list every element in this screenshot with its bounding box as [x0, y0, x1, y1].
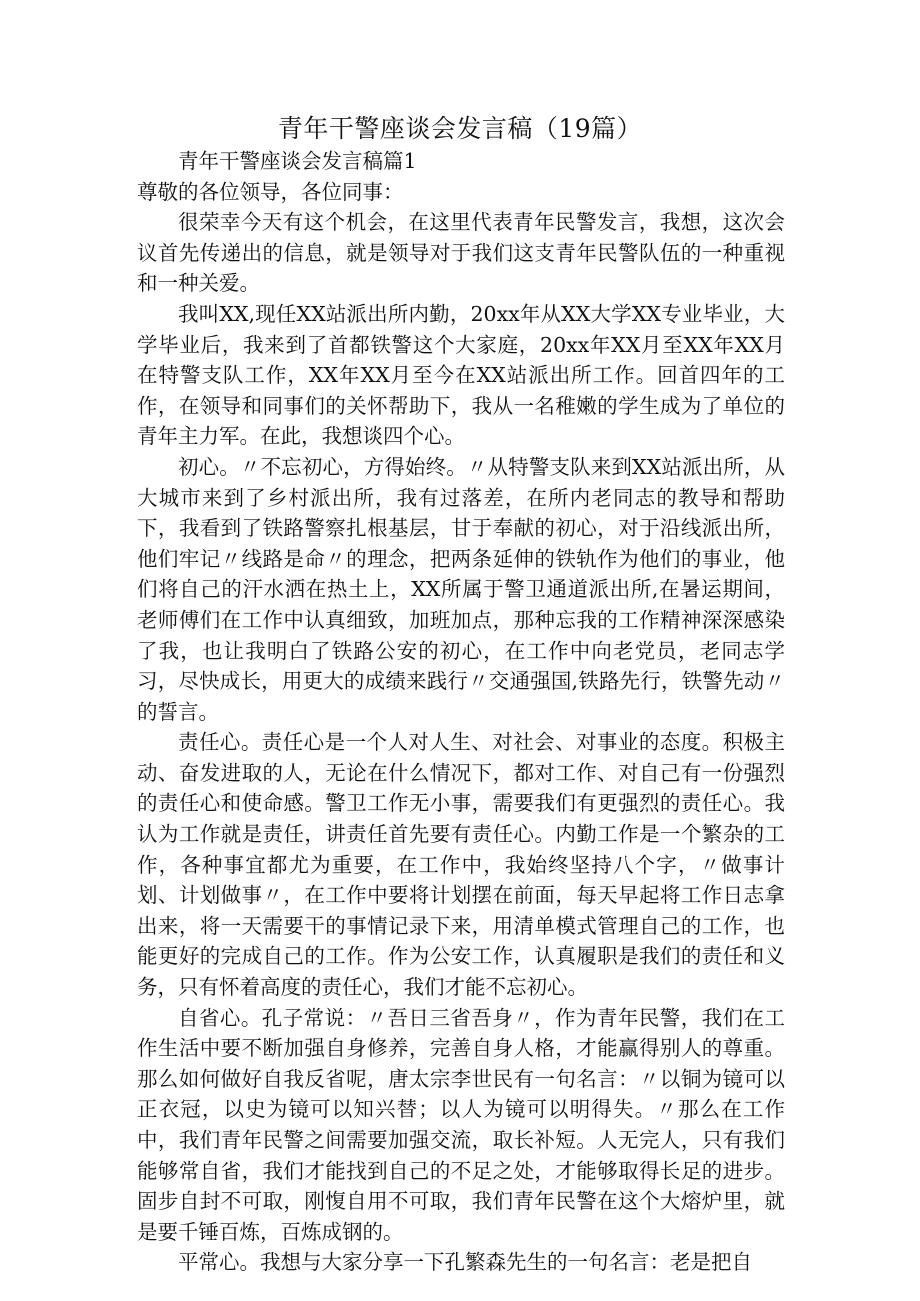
paragraph-self-reflection: 自省心。孔子常说：〃吾日三省吾身〃，作为青年民警，我们在工作生活中要不断加强自身修养，完善自身人格，才能赢得别人的尊重。那么如何做好自我反省呢，唐太宗李世民有一句名言：〃以铜为镜可以正衣冠，以史为镜可以知兴替；以人为镜可以明得失。〃那么在工作中，我们青年民警之间需要加强交流，取长补短。人无完人，只有我们能够常自省，我们才能找到自己的不足之处，才能够取得长足的进步。固步自封不可取，刚愎自用不可取，我们青年民警在这个大熔炉里，就是要千锤百炼，百炼成钢的。	[137, 1005, 785, 1244]
paragraph-responsibility: 责任心。责任心是一个人对人生、对社会、对事业的态度。积极主动、奋发进取的人，无论在什么情况下，都对工作、对自己有一份强烈的责任心和使命感。警卫工作无小事，需要我们有更强烈的责任心。我认为工作就是责任，讲责任首先要有责任心。内勤工作是一个繁杂的工作，各种事宜都尤为重要，在工作中，我始终坚持八个字，〃做事计划、计划做事〃，在工作中要将计划摆在前面，每天早起将工作日志拿出来，将一天需要干的事情记录下来，用清单模式管理自己的工作，也能更好的完成自己的工作。作为公安工作，认真履职是我们的责任和义务，只有怀着高度的责任心，我们才能不忘初心。	[137, 730, 785, 1000]
salutation: 尊敬的各位领导，各位同事：	[137, 179, 404, 204]
paragraph-introduction: 我叫XX,现任XX站派出所内勤，20xx年从XX大学XX专业毕业，大学毕业后，我来到了首都铁警这个大家庭，20xx年XX月至XX年XX月在特警支队工作，XX年XX月至今在XX站派出所工作。回首四年的工作，在领导和同事们的关怀帮助下，我从一名稚嫩的学生成为了单位的青年主力军。在此，我想谈四个心。	[137, 301, 785, 449]
document-body	[137, 146, 785, 1278]
paragraph-opening: 很荣幸今天有这个机会，在这里代表青年民警发言，我想，这次会议首先传递出的信息，就是领导对于我们这支青年民警队伍的一种重视和一种关爱。	[137, 210, 785, 296]
section-subtitle: 青年干警座谈会发言稿篇1	[178, 149, 417, 173]
paragraph-equanimity: 平常心。我想与大家分享一下孔繁森先生的一句名言：老是把自	[178, 1250, 752, 1275]
paragraph-original-intention: 初心。〃不忘初心，方得始终。〃从特警支队来到XX站派出所，从大城市来到了乡村派出所，我有过落差，在所内老同志的教导和帮助下，我看到了铁路警察扎根基层，甘于奉献的初心，对于沿线派出所，他们牢记〃线路是命〃的理念，把两条延伸的铁轨作为他们的事业，他们将自己的汗水洒在热土上，XX所属于警卫通道派出所,在暑运期间，老师傅们在工作中认真细致，加班加点，那种忘我的工作精神深深感染了我，也让我明白了铁路公安的初心，在工作中向老党员，老同志学习，尽快成长，用更大的成绩来践行〃交通强国,铁路先行，铁警先动〃的誓言。	[137, 454, 785, 724]
document-title: 青年干警座谈会发言稿（19篇）	[277, 114, 643, 143]
